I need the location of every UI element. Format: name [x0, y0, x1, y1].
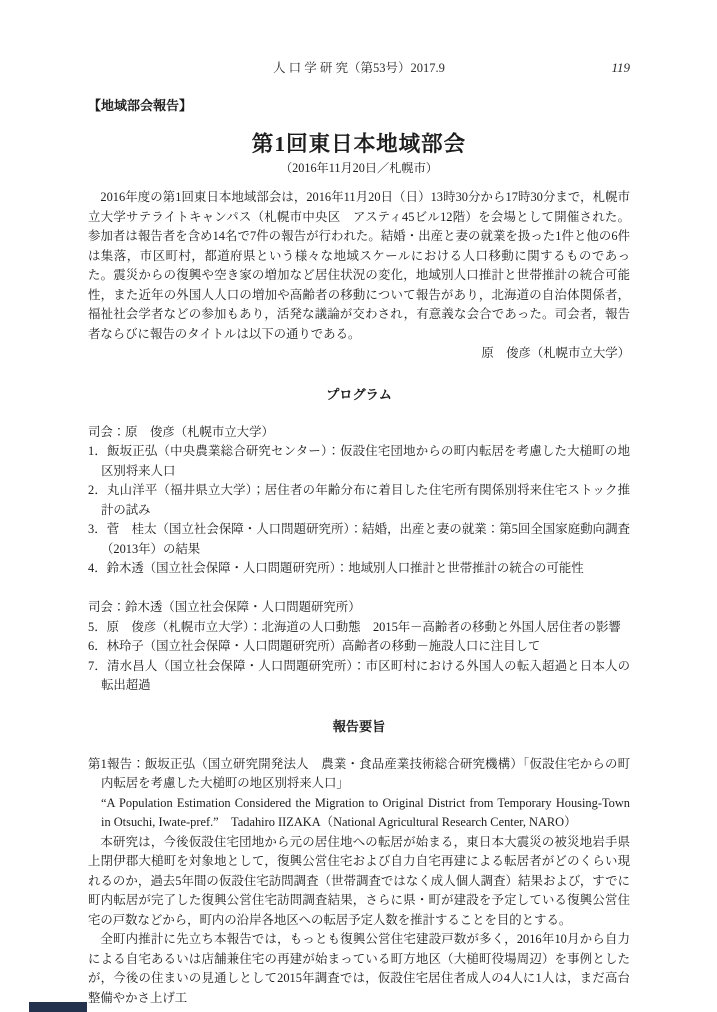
journal-title: 人 口 学 研 究（第53号）2017.9 — [273, 61, 445, 75]
program-item: 5．原 俊彦（札幌市立大学）：北海道の人口動態 2015年－高齢者の移動と外国人居住者の影響 — [88, 619, 621, 634]
program-item: 1．飯坂正弘（中央農業総合研究センター）：仮設住宅団地からの町内転居を考慮した大槌町の地区別将来人口 — [88, 444, 630, 478]
program-item: 3．菅 桂太（国立社会保障・人口問題研究所）：結婚，出産と妻の就業：第5回全国家庭動向調査（2013年）の結果 — [88, 522, 630, 556]
program-heading: プログラム — [326, 386, 392, 402]
program-item: 6．林玲子（国立社会保障・人口問題研究所）高齢者の移動－施設人口に注目して — [88, 639, 541, 653]
abstracts-heading: 報告要旨 — [332, 718, 386, 734]
intro-paragraph: 2016年度の第1回東日本地域部会は，2016年11月20日（日）13時30分から17時30分まで，札幌市立大学サテライトキャンパス（札幌市中央区 アスティ45ビル12階）を会場として開催された。参加者は報告者を含め14名で7件の報告が行われた。結婚・出産と妻の就業を扱った1件と他の6件は集落，市区町村，都道府県という様々な地域スケールにおける人口移動に関するものであった。震災からの復興や空き家の増加など居住状況の変化，地域別人口推計と世帯推計の統合可能性，また近年の外国人人口の増加や高齢者の移動について報告があり，北海道の自治体関係者，福祉社会学者などの参加もあり，活発な議論が交わされ，有意義な会合であった。司会者，報告者ならびに報告のタイトルは以下の通りである。 — [88, 190, 630, 341]
section-tag: 【地域部会報告】 — [88, 98, 193, 113]
report1-english-title: “A Population Estimation Considered the Migration to Original District from Temporary Housing-Town in Otsuchi, Iwate-pref.” Tadahiro IIZAKA（National Agricultural Research Center, NARO） — [101, 795, 630, 829]
page-edge-mark — [29, 1002, 87, 1012]
session2-chair: 司会：鈴木透（国立社会保障・人口問題研究所） — [88, 600, 361, 614]
session1-chair: 司会：原 俊彦（札幌市立大学） — [88, 424, 274, 439]
session-gap — [88, 579, 630, 599]
program-item: 2．丸山洋平（福井県立大学）；居住者の年齢分布に着目した住宅所有関係別将来住宅ストック推計の試み — [88, 483, 630, 517]
meeting-date-place: （2016年11月20日／札幌市） — [280, 161, 438, 175]
running-head — [88, 60, 630, 76]
author-attribution: 原 俊彦（札幌市立大学） — [481, 346, 630, 360]
report1-paragraph: 本研究は，今後仮設住宅団地から元の居住地への転居が始まる，東日本大震災の被災地岩手県上閉伊郡大槌町を対象地として，復興公営住宅および自力自宅再建による転居者がどのくらい現れるのか，過去5年間の仮設住宅訪問調査（世帯調査ではなく成人個人調査）結果および，すでに町内転居が完了した復興公営住宅訪問調査結果，さらに県・町が建設を予定している復興公営住宅の戸数などから，町内の沿岸各地区への転居予定人数を推計することを目的とする。 — [88, 834, 630, 927]
report1-title-line: 第1報告：飯坂正弘（国立研究開発法人 農業・食品産業技術総合研究機構）「仮設住宅からの町内転居を考慮した大槌町の地区別将来人口」 — [88, 756, 630, 790]
page-number: 119 — [611, 60, 630, 75]
report1-paragraph: 全町内推計に先立ち本報告では，もっとも復興公営住宅建設戸数が多く，2016年10月から自力による自宅あるいは店舗兼住宅の再建が始まっている町方地区（大槌町役場周辺）を事例としたが，今後の住まいの見通しとして2015年調査では，仮設住宅居住者成人の4人に1人は，まだ高台整備やかさ上げ工 — [88, 932, 630, 1005]
page-title: 第1回東日本地域部会 — [251, 132, 467, 156]
program-item: 4．鈴木透（国立社会保障・人口問題研究所）：地域別人口推計と世帯推計の統合の可能性 — [88, 561, 584, 575]
program-item: 7．清水昌人（国立社会保障・人口問題研究所）：市区町村における外国人の転入超過と日本人の転出超過 — [88, 658, 630, 692]
